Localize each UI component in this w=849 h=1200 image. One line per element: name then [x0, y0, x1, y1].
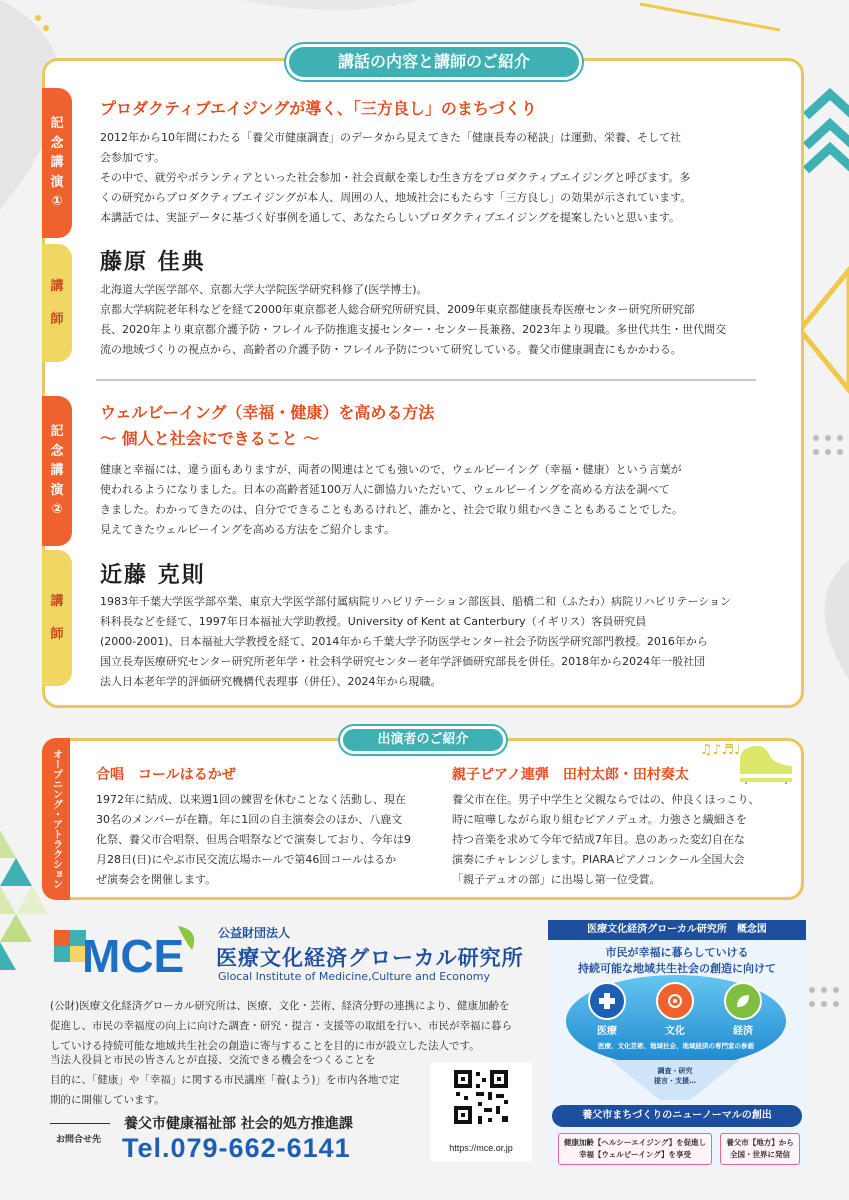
- concept-culture-label: 文化: [665, 1026, 685, 1037]
- lecture-section-heading: 講話の内容と講師のご紹介: [286, 44, 582, 80]
- lecture-divider: [96, 379, 756, 381]
- lecturer2-name: 近藤 克則: [100, 563, 206, 588]
- svg-text:♫♪♬♩: ♫♪♬♩: [700, 742, 741, 758]
- qr-url[interactable]: https://mce.or.jp: [449, 1143, 513, 1153]
- concept-header: 医療文化経済グローカル研究所 概念図: [548, 920, 806, 940]
- lecture2-body: 健康と幸福には、違う面もありますが、両者の関連はとても強いので、ウェルビーイング（幸福・健康）という言葉が 使われるようになりました。日本の高齢者延100万人に御協力いただいて、ウェルビーイングを高める方法を調べて きました。わかってきたのは、自分でできることもあるけれど、誰かと、社会で取り組むべきこともあることでした。 見えてきたウェルビーイングを高める方法をご紹介します。: [100, 463, 683, 536]
- contact-department: 養父市健康福祉部 社会的処方推進課: [124, 1116, 353, 1132]
- org-description: (公財)医療文化経済グローカル研究所は、医療、文化・芸術、経済分野の連携により、健康加齢を 促進し、市民の幸福度の向上に向けた調査・研究・提言・支援等の取組を行い、市民が幸福に暮ら していける持続可能な地域共生社会の創造に寄与することを目的に市が設立した法人です。: [50, 1000, 512, 1052]
- lecturer1-tab: 講 師: [42, 244, 72, 362]
- economy-icon: [724, 982, 762, 1020]
- lecture1-tab: 記 念 講 演 ①: [42, 88, 72, 238]
- svg-text:MCE: MCE: [82, 930, 185, 980]
- lecture2-title: ウェルビーイング（幸福・健康）を高める方法: [100, 403, 435, 422]
- lecturer2-tab: 講 師: [42, 550, 72, 686]
- concept-pill-outreach: 養父市【地方】から 全国・世界に発信: [720, 1133, 800, 1165]
- lecture2-subtitle: ～ 個人と社会にできること ～: [100, 429, 320, 448]
- lecture1-title: プロダクティブエイジングが導く、「三方良し」のまちづくり: [100, 99, 537, 118]
- contact-label: お問合せ先: [56, 1135, 102, 1145]
- performer2-title: 親子ピアノ連弾 田村太郎・田村奏太: [452, 767, 689, 783]
- contact-divider: [50, 1123, 110, 1124]
- opening-attraction-tab: オープニング・アトラクション: [42, 738, 70, 900]
- org-name: 医療文化経済グローカル研究所: [216, 946, 524, 970]
- org-lecture-series: 当法人役員と市民の皆さんとが直接、交流できる機会をつくることを 目的に、「健康」や「幸福」に関する市民講座「養(よう)」を市内各地で定 期的に開催しています。: [50, 1054, 400, 1106]
- mce-logo: [50, 922, 200, 980]
- lecturer1-bio: 北海道大学医学部卒、京都大学大学院医学研究科修了(医学博士)。 京都大学病院老年科などを経て2000年東京都老人総合研究所研究員、2009年東京都健康長寿医療センター研究所研究部 長、2020年より東京都介護予防・フレイル予防推進支援センター・センター長兼務、2023年より現職。多世代共生・世代間交 流の地域づくりの視点から、高齢者の介護予防・フレイル予防について研究している。養父市健康調査にもかかわる。: [100, 283, 727, 356]
- culture-icon: [656, 982, 694, 1020]
- lecture2-tab: 記 念 講 演 ②: [42, 396, 72, 546]
- lecturer2-bio: 1983年千葉大学医学部卒業、東京大学医学部付属病院リハビリテーション部医員、船橋二和（ふたわ）病院リハビリテーション 科科長などを経て、1997年日本福祉大学助教授。University of Kent at Canterbury（イギリス）客員研究員 (2000-2001)、日本福祉大学教授を経て、2014年から千葉大学予防医学センター社会予防医学研究部門教授。2016年から 国立長寿医療研究センター研究所老年学・社会科学研究センター老年学評価研究部長を併任。2018年から2024年一般社団 法人日本老年学的評価研究機構代表理事（併任）、2024年から現職。: [100, 595, 732, 688]
- org-name-english: Glocal Institute of Medicine,Culture and Economy: [218, 970, 490, 983]
- performer2-body: 養父市在住。男子中学生と父親ならではの、仲良くほっこり、 時に喧嘩しながら取り組むピアノデュオ。力強さと繊細さを 持つ音楽を求めて今年で結成7年目。息のあった変幻自在な 演奏にチャレンジします。PIARAピアノコンクール全国大会 「親子デュオの部」に出場し第一位受賞。: [452, 793, 760, 886]
- concept-funnel-note: 調査・研究 提言・支援…: [654, 1067, 696, 1085]
- org-prefix: 公益財団法人: [218, 926, 291, 940]
- concept-subtitle-2: 持続可能な地域共生社会の創造に向けて: [578, 962, 776, 975]
- concept-bar: 養父市まちづくりのニューノーマルの創出: [552, 1105, 802, 1127]
- concept-subtitle-1: 市民が幸福に暮らしていける: [605, 946, 749, 959]
- piano-icon: [700, 738, 800, 784]
- contact-phone[interactable]: Tel.079-662-6141: [122, 1133, 351, 1163]
- lecture1-body: 2012年から10年間にわたる「養父市健康調査」のデータから見えてきた「健康長寿の秘訣」は運動、栄養、そして社 会参加です。 その中で、就労やボランティアといった社会参加・社会貢献を楽しむ生き方をプロダクティブエイジングと呼びます。多 くの研究からプロダクティブエイジングが本人、周囲の人、地域社会にもたらす「三方良し」の効果が示されています。 本講話では、実証データに基づく好事例を通して、あなたらしいプロダクティブエイジングを提案したいと思います。: [100, 131, 692, 224]
- performer1-title: 合唱 コールはるかぜ: [96, 767, 236, 783]
- performer1-body: 1972年に結成、以来週1回の練習を休むことなく活動し、現在 30名のメンバーが在籍。年に1回の自主演奏会のほか、八鹿文 化祭、養父市合唱祭、但馬合唱祭などで演奏しており、今年は9 月28日(日)にやぶ市民交流広場ホールで第46回コールはるか ぜ演奏会を開催します。: [96, 793, 411, 886]
- performers-heading: 出演者のご紹介: [340, 726, 506, 754]
- concept-pill-wellbeing: 健康加齢【ヘルシーエイジング】を促進し 幸福【ウェルビーイング】を享受: [558, 1133, 712, 1165]
- concept-medical-label: 医療: [597, 1026, 617, 1037]
- concept-oval-note: 医療、文化芸術、地域社会、地域経済の専門家の参画: [598, 1042, 754, 1050]
- concept-economy-label: 経済: [733, 1026, 753, 1037]
- lecturer1-name: 藤原 佳典: [100, 250, 206, 275]
- medical-icon: [588, 982, 626, 1020]
